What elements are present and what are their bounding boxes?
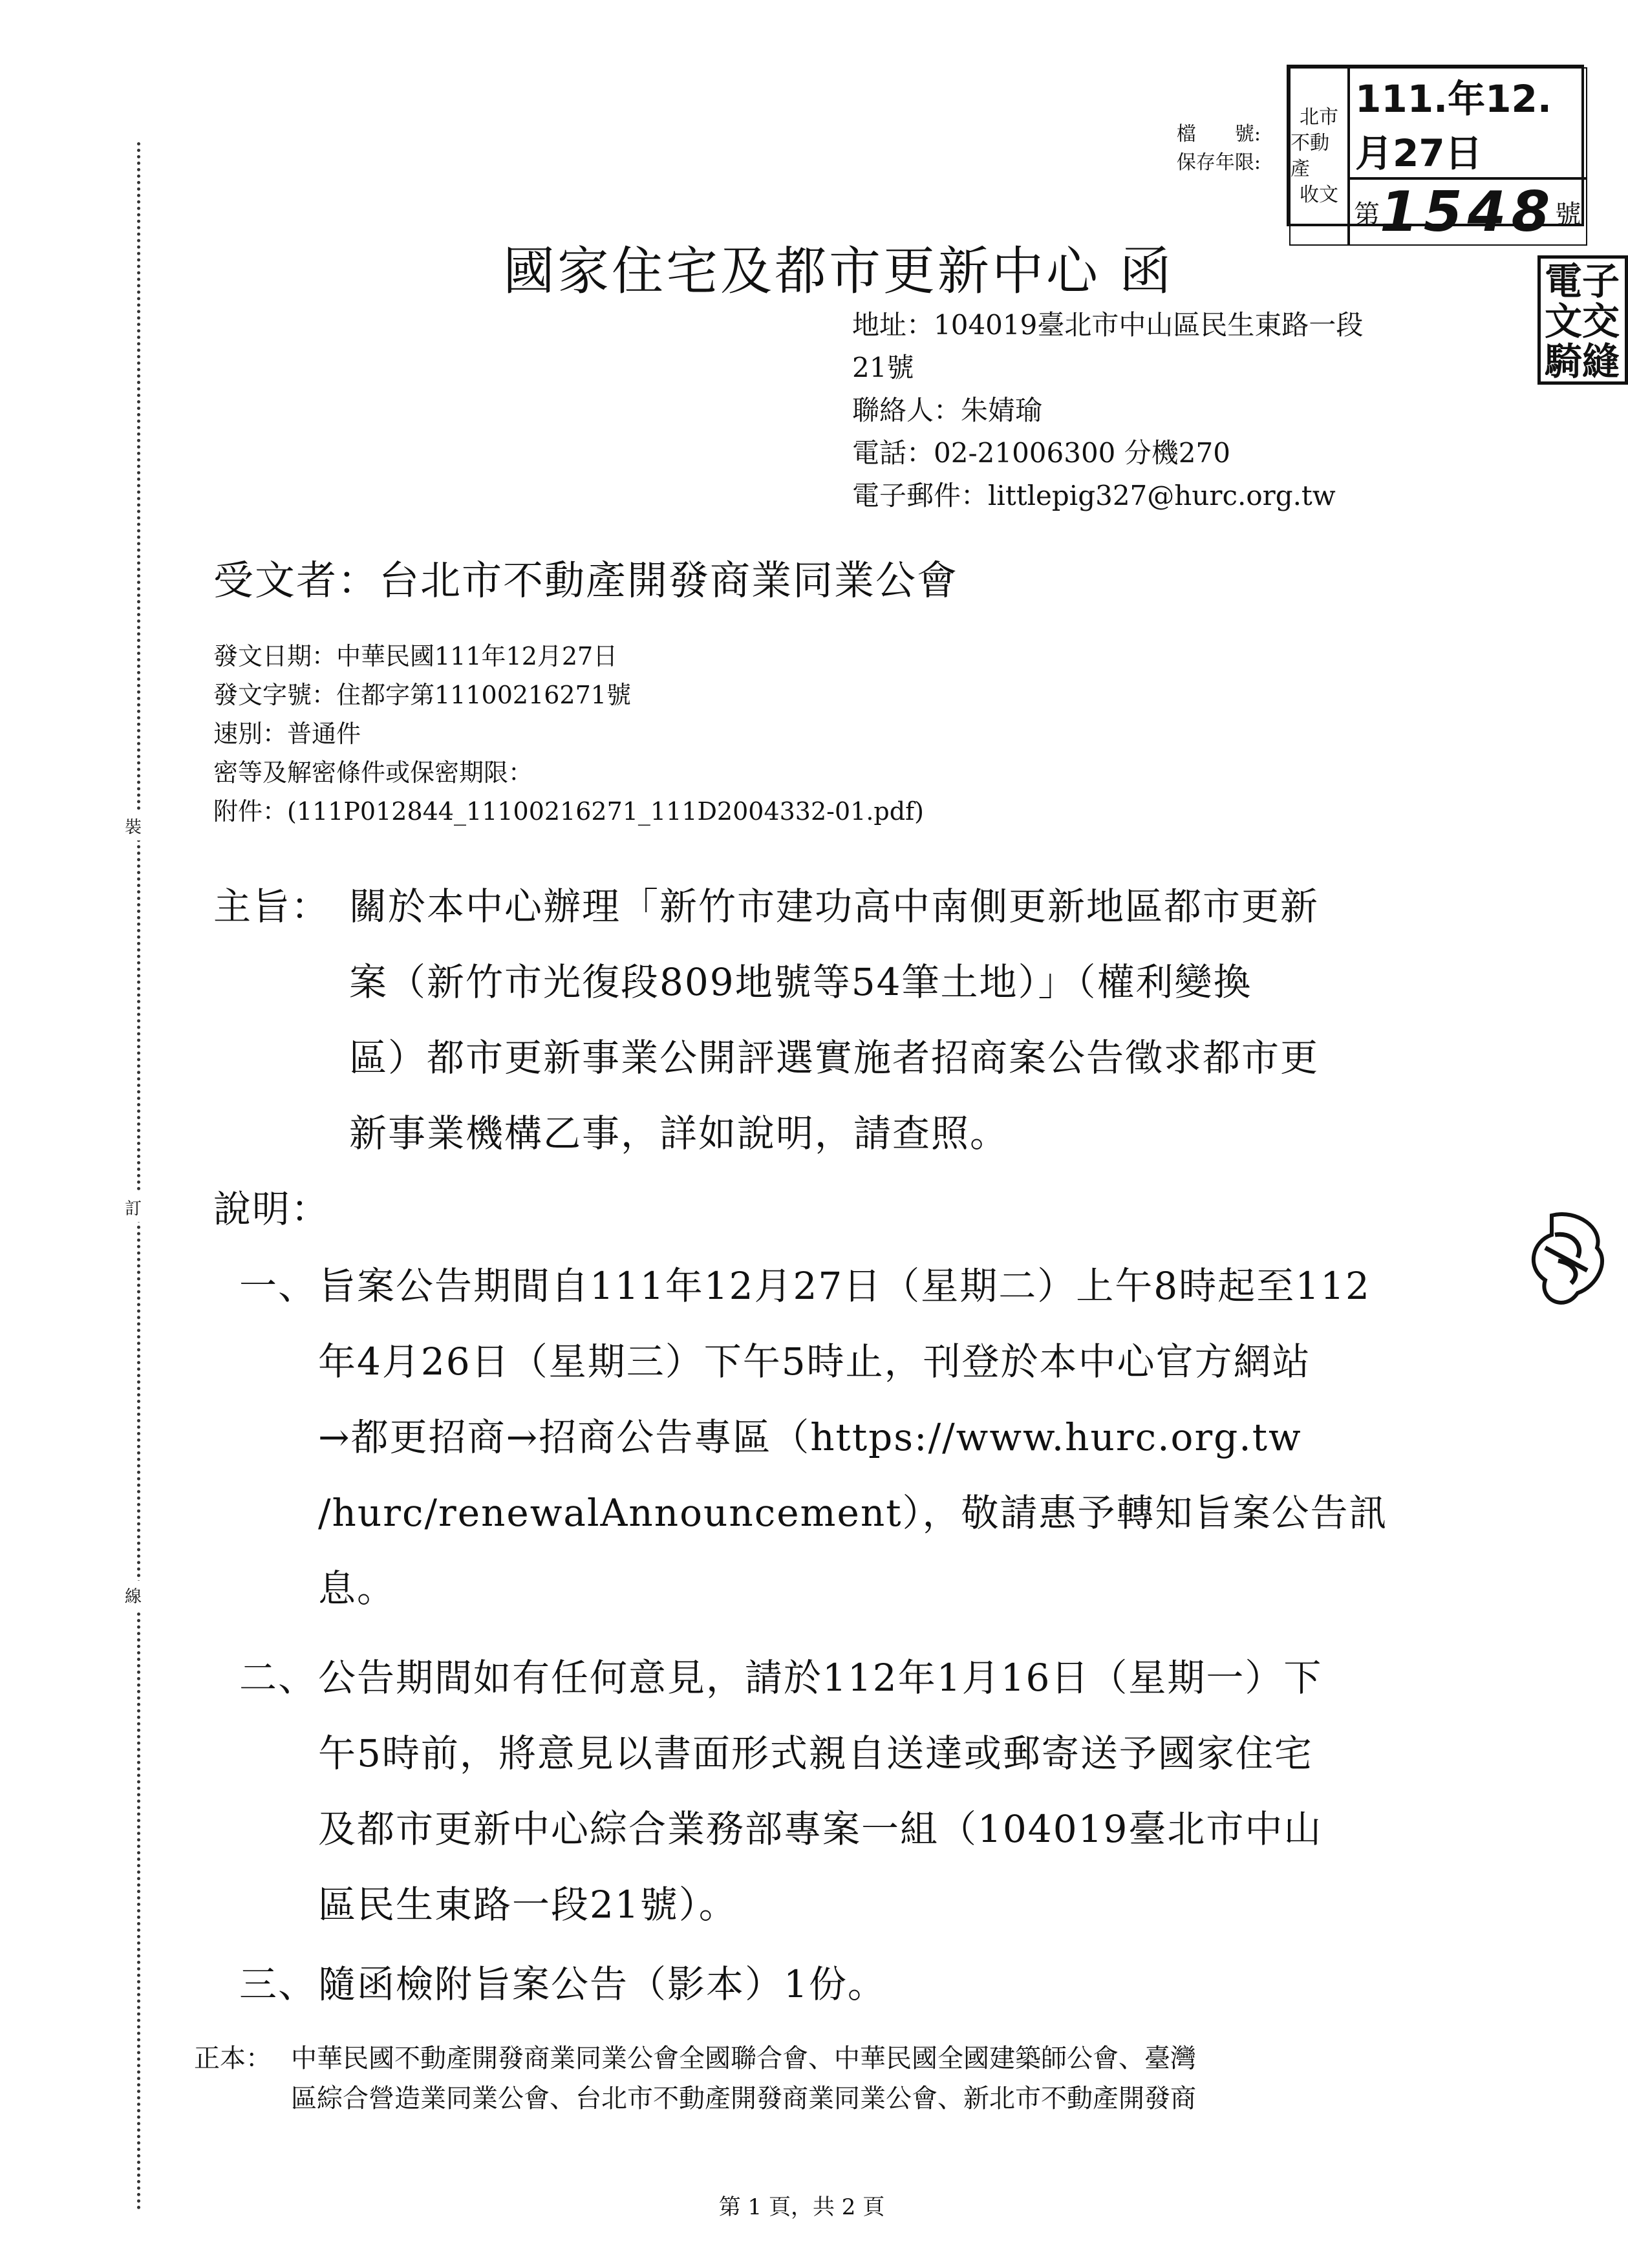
- side-stamp-line2: 文交: [1545, 299, 1620, 343]
- stamp-org-line1: 北市: [1300, 106, 1338, 129]
- side-stamp-line3: 騎縫: [1545, 339, 1620, 383]
- email: 電子郵件：littlepig327@hurc.org.tw: [852, 480, 1336, 511]
- stamp-number-prefix: 第: [1354, 199, 1380, 230]
- stamp-org-line2: 不動產: [1291, 132, 1329, 180]
- file-number-label: 檔 號:: [1176, 123, 1261, 145]
- seal-mark-icon: [1526, 1209, 1610, 1312]
- item-marker: 二、: [239, 1656, 317, 1700]
- binding-char-xian: 線: [125, 1581, 142, 1610]
- item-line: 及都市更新中心綜合業務部專案一組（104019臺北市中山: [318, 1807, 1323, 1851]
- item-line: /hurc/renewalAnnouncement），敬請惠予轉知旨案公告訊: [318, 1491, 1388, 1535]
- reference-number: 發文字號：住都字第11100216271號: [213, 681, 631, 709]
- stamp-date: 111.年12.月27日: [1349, 67, 1587, 178]
- document-title: 國家住宅及都市更新中心 函: [503, 241, 1174, 301]
- stamp-number-suffix: 號: [1555, 199, 1581, 230]
- subject-line: 關於本中心辦理「新竹市建功高中南側更新地區都市更新: [349, 884, 1320, 928]
- delivery-speed: 速別：普通件: [213, 720, 361, 748]
- address: 地址：104019臺北市中山區民生東路一段: [852, 309, 1364, 341]
- attachment: 附件：(111P012844_11100216271_111D2004332-01.pdf): [213, 797, 924, 826]
- recipient: 受文者：台北市不動產開發商業同業公會: [213, 557, 959, 604]
- cc-line: 中華民國不動產開發商業同業公會全國聯合會、中華民國全國建築師公會、臺灣: [291, 2044, 1196, 2073]
- subject-label: 主旨：: [213, 884, 330, 928]
- subject-line: 新事業機構乙事，詳如說明，請查照。: [349, 1111, 1009, 1155]
- stamp-number-value: 1548: [1380, 180, 1556, 244]
- stamp-org-line3: 收文: [1300, 184, 1338, 206]
- secrecy-level: 密等及解密條件或保密期限：: [213, 758, 533, 787]
- side-stamp-line1: 電子: [1545, 259, 1620, 303]
- phone: 電話：02-21006300 分機270: [852, 437, 1230, 469]
- cc-line: 區綜合營造業同業公會、台北市不動產開發商業同業公會、新北市不動產開發商: [291, 2084, 1196, 2113]
- e-document-seam-stamp: [1537, 255, 1628, 385]
- explanation-label: 說明：: [213, 1187, 330, 1231]
- subject-line: 案（新竹市光復段809地號等54筆土地）」（權利變換: [349, 960, 1252, 1004]
- binding-line: [137, 142, 140, 2211]
- item-line: 年4月26日（星期三）下午5時止，刊登於本中心官方網站: [318, 1340, 1311, 1384]
- subject-line: 區）都市更新事業公開評選實施者招商案公告徵求都市更: [349, 1036, 1320, 1080]
- item-line: 息。: [318, 1567, 396, 1610]
- stamp-org: [1289, 67, 1349, 246]
- item-line: 午5時前，將意見以書面形式親自送達或郵寄送予國家住宅: [318, 1731, 1313, 1775]
- item-marker: 一、: [239, 1264, 317, 1308]
- page-number: 第 1 頁，共 2 頁: [718, 2194, 885, 2220]
- contact-person: 聯絡人：朱婧瑜: [852, 394, 1043, 426]
- binding-char-ding: 訂: [125, 1193, 142, 1222]
- item-line: 旨案公告期間自111年12月27日（星期二）上午8時起至112: [318, 1264, 1371, 1308]
- item-line: 區民生東路一段21號）。: [318, 1883, 738, 1927]
- item-line: 公告期間如有任何意見，請於112年1月16日（星期一）下: [318, 1656, 1323, 1700]
- issue-date: 發文日期：中華民國111年12月27日: [213, 642, 618, 670]
- item-marker: 三、: [239, 1962, 317, 2006]
- item-line: 隨函檢附旨案公告（影本）1份。: [318, 1962, 886, 2006]
- stamp-number: [1349, 178, 1587, 246]
- retention-period-label: 保存年限:: [1176, 151, 1261, 174]
- binding-char-zhuang: 裝: [125, 811, 142, 840]
- address-continued: 21號: [852, 352, 914, 383]
- cc-label: 正本：: [194, 2044, 272, 2073]
- item-line: →都更招商→招商公告專區（https://www.hurc.org.tw: [318, 1415, 1302, 1459]
- receipt-stamp: [1287, 65, 1584, 244]
